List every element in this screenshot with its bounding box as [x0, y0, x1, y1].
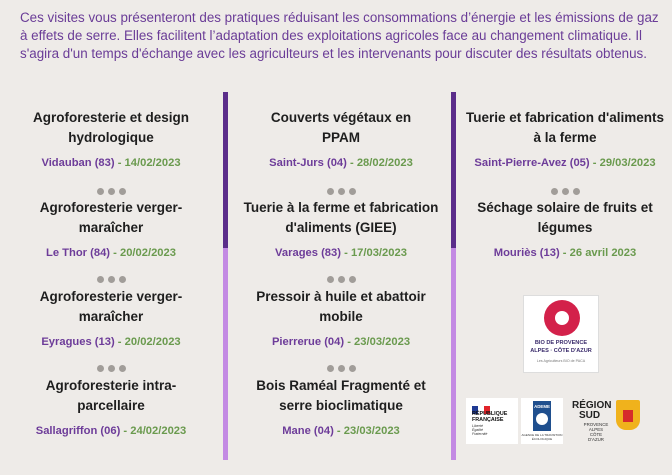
event-meta [0, 336, 222, 348]
event-title: Agroforesterie et design hydrologique [32, 110, 190, 145]
ademe-logo [521, 398, 563, 444]
event-place: Pierrerue (04) [271, 336, 345, 348]
event-card [230, 376, 452, 437]
dots-separator [230, 270, 452, 278]
divider-bar [223, 248, 228, 460]
separator: - [120, 425, 131, 437]
event-place: Saint-Pierre-Avez (05) [474, 157, 590, 169]
separator: - [114, 336, 125, 348]
event-meta [458, 247, 672, 259]
region-sud-logo [568, 398, 662, 444]
event-date: 20/02/2023 [124, 336, 181, 348]
event-date: 26 avril 2023 [569, 247, 637, 259]
event-date: 17/03/2023 [350, 247, 407, 259]
logo-text: Les Agriculteurs BIO de PACA [536, 359, 586, 363]
events-column-2 [230, 92, 452, 442]
logo-text: SUD [579, 410, 601, 421]
event-place: Mouriès (13) [493, 247, 560, 259]
event-title: Agroforesterie verger-maraîcher [39, 289, 183, 324]
separator: - [589, 157, 600, 169]
event-card [0, 287, 222, 348]
event-card [458, 198, 672, 259]
event-meta [230, 157, 452, 169]
flower-icon [544, 300, 580, 336]
event-date: 29/03/2023 [599, 157, 656, 169]
logo-text: BIO DE PROVENCE [534, 340, 588, 346]
event-place: Saint-Jurs (04) [269, 157, 347, 169]
event-meta [230, 247, 452, 259]
event-place: Varages (83) [275, 247, 341, 259]
event-card [458, 108, 672, 169]
flag-icon [472, 401, 492, 409]
dots-separator [458, 182, 672, 190]
event-date: 23/03/2023 [354, 336, 411, 348]
event-meta [0, 425, 222, 437]
event-place: Eyragues (13) [41, 336, 115, 348]
event-card [0, 376, 222, 437]
event-meta [0, 157, 222, 169]
event-title: Couverts végétaux en PPAM [270, 110, 412, 145]
event-title: Bois Raméal Fragmenté et serre bioclimatique [256, 378, 426, 413]
event-place: Vidauban (83) [41, 157, 115, 169]
logo-text: PROVENCE ALPES CÔTE D'AZUR [583, 422, 609, 442]
event-title: Agroforesterie intra-parcellaire [45, 378, 177, 413]
event-place: Mane (04) [282, 425, 334, 437]
separator: - [340, 247, 351, 259]
event-place: Sallagriffon (06) [35, 425, 121, 437]
divider-bar [223, 92, 228, 248]
separator: - [559, 247, 570, 259]
event-title: Séchage solaire de fruits et légumes [477, 200, 653, 235]
event-title: Tuerie et fabrication d'aliments à la ferme [465, 110, 664, 145]
event-meta [230, 425, 452, 437]
dots-separator [0, 182, 222, 190]
event-title: Tuerie à la ferme et fabrication d'aliments (GIEE) [243, 200, 439, 235]
event-date: 20/02/2023 [119, 247, 176, 259]
logo-text: RÉPUBLIQUE FRANÇAISE [472, 411, 508, 423]
event-place: Le Thor (84) [46, 247, 111, 259]
events-column-3 [458, 92, 672, 442]
event-title: Pressoir à huile et abattoir mobile [256, 289, 426, 324]
events-column-1 [0, 92, 222, 442]
logo-text: RÉGION [572, 400, 612, 411]
bio-de-provence-logo [523, 295, 599, 373]
separator: - [110, 247, 120, 259]
logo-text: ADEME [534, 404, 550, 409]
coat-of-arms-icon [616, 400, 640, 430]
dots-separator [0, 270, 222, 278]
intro-text: Ces visites vous présenteront des pratiques réduisant les consommations d’énergie et les émissions de gaz à effets de serre. Elles facilitent l’adaptation des exploitations agricoles face au changement climatique. Il s'agira d'un temps d'échange avec les agriculteurs et les intervenants pour discuter des résultats obtenus. [20, 10, 659, 61]
event-date: 14/02/2023 [124, 157, 181, 169]
dots-separator [230, 359, 452, 367]
event-date: 28/02/2023 [356, 157, 413, 169]
event-meta [230, 336, 452, 348]
logo-text: AGENCE DE LA TRANSITION ÉCOLOGIQUE [521, 433, 563, 441]
event-meta [458, 157, 672, 169]
event-card [0, 108, 222, 169]
dots-separator [0, 359, 222, 367]
event-card [230, 287, 452, 348]
republique-francaise-logo [466, 398, 518, 444]
logo-text: ALPES · CÔTE D'AZUR [530, 348, 592, 354]
event-card [0, 198, 222, 259]
separator: - [344, 336, 355, 348]
event-card [230, 198, 452, 259]
separator: - [114, 157, 125, 169]
event-date: 23/03/2023 [343, 425, 400, 437]
logo-motto: Liberté Égalité Fraternité [472, 424, 488, 437]
dots-separator [230, 182, 452, 190]
event-card [230, 108, 452, 169]
event-date: 24/02/2023 [130, 425, 187, 437]
separator: - [346, 157, 357, 169]
event-meta [0, 247, 222, 259]
event-title: Agroforesterie verger-maraîcher [39, 200, 183, 235]
separator: - [333, 425, 344, 437]
